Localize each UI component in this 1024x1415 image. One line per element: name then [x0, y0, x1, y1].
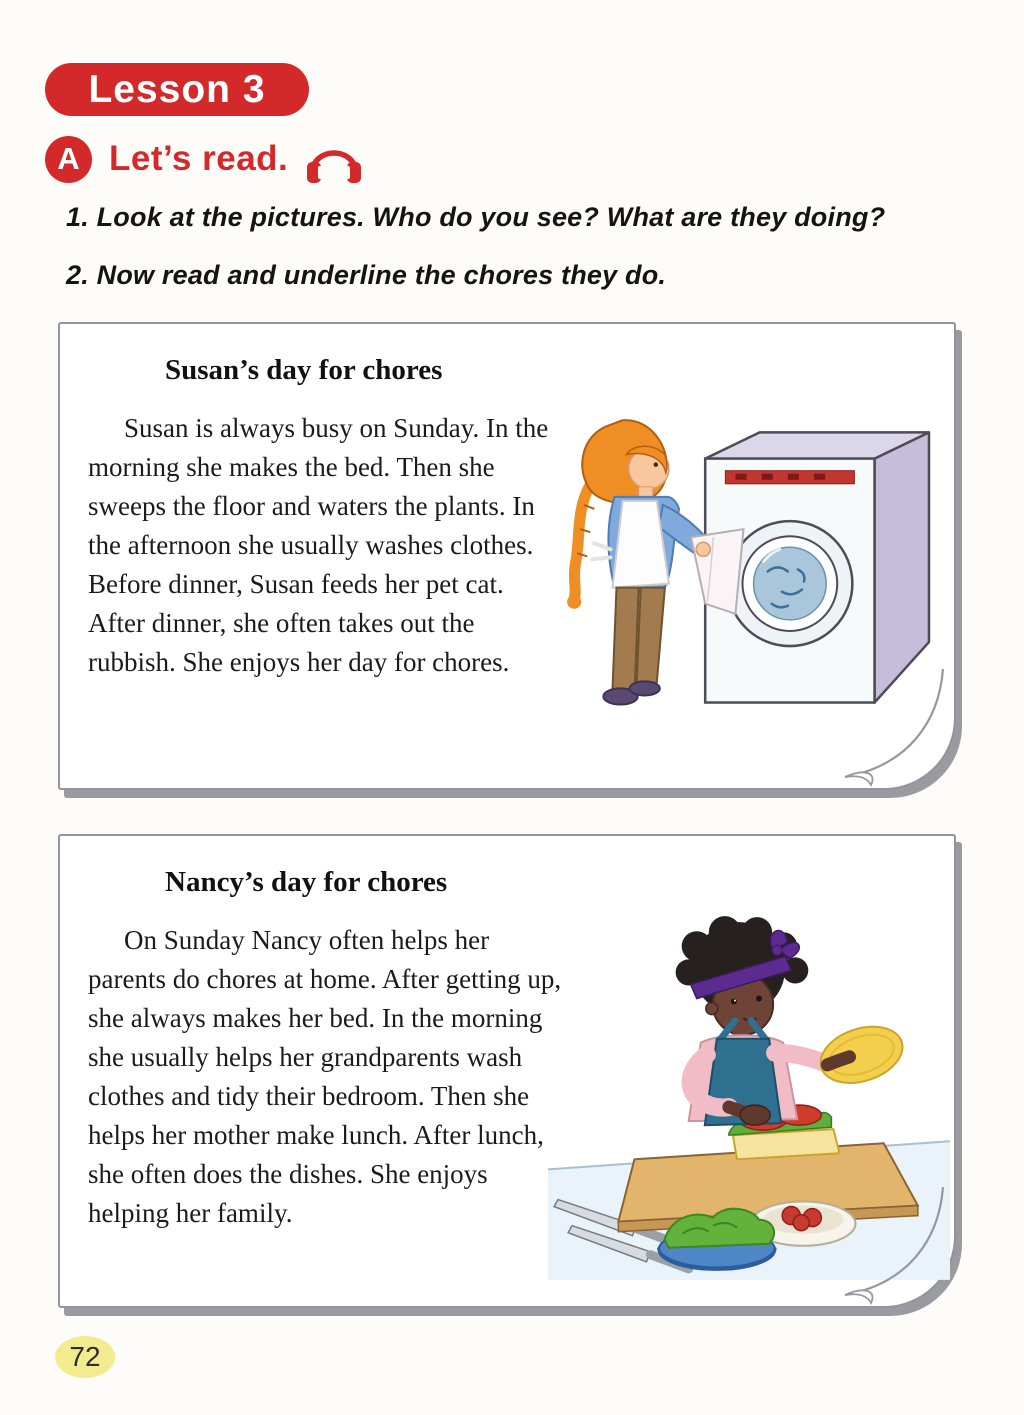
card-body-nancy: On Sunday Nancy often helps her parents do chores at home. After getting up, she always makes her bed. In the morning she usually helps her grandparents wash clothes and tidy their bedroom. Then she helps her mother make lunch. After lunch, she often does the dishes. She enjoys helping her family. [88, 925, 562, 1228]
instruction-1: 1. Look at the pictures. Who do you see? What are they doing? [66, 202, 886, 232]
section-title: Let’s read. [109, 139, 289, 178]
card-title-susan: Susan’s day for chores [165, 354, 443, 386]
section-letter-badge [45, 136, 92, 183]
reading-card-susan [58, 322, 956, 790]
susan-washing-machine-illustration [554, 400, 932, 748]
card-title-nancy: Nancy’s day for chores [165, 866, 448, 898]
reading-card-nancy [58, 834, 956, 1308]
section-letter: A [57, 141, 80, 176]
instruction-2: 2. Now read and underline the chores they do. [66, 260, 667, 290]
page-number: 72 [69, 1341, 101, 1372]
instructions [66, 202, 946, 318]
bread-slice-graphic [813, 1017, 909, 1093]
card-body-susan: Susan is always busy on Sunday. In the morning she makes the bed. Then she sweeps the floor and waters the plants. In the afternoon she usually washes clothes. Before dinner, Susan feeds her pet cat. After dinner, she often takes out the rubbish. She enjoys her day for chores. [88, 413, 549, 677]
page-number-badge [55, 1336, 115, 1378]
section-header [45, 134, 366, 184]
headphones-icon [302, 132, 366, 186]
nancy-figure [676, 916, 910, 1125]
lesson-badge-label: Lesson 3 [88, 67, 266, 111]
lesson-badge [45, 63, 309, 116]
nancy-making-sandwich-illustration [548, 906, 950, 1280]
